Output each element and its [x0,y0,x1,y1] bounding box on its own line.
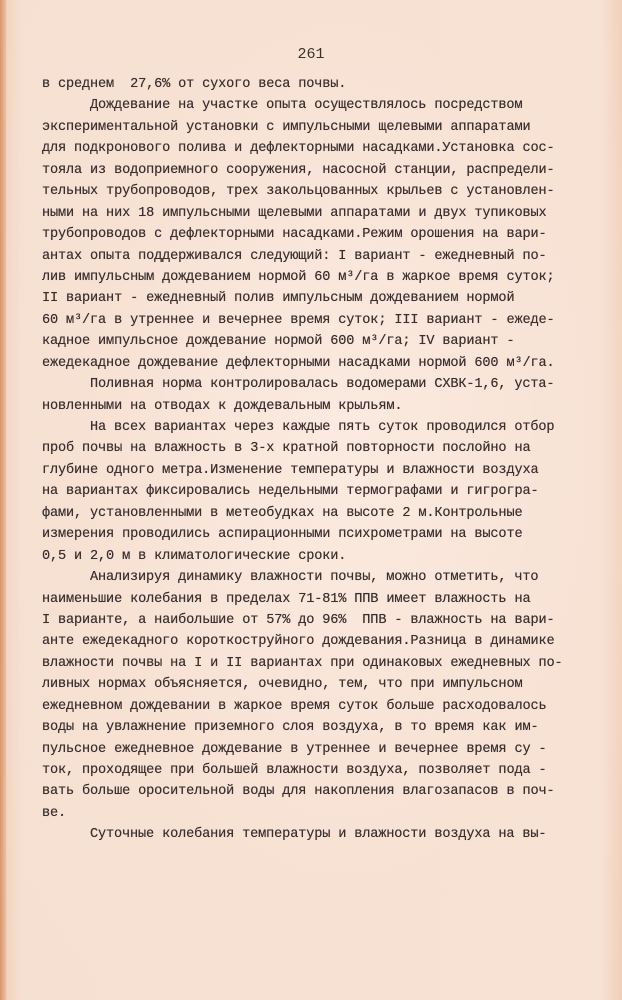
text-line: Поливная норма контролировалась водомерами СХВК-1,6, уста- [90,377,555,393]
text-line: антах опыта поддерживался следующий: I вариант - ежедневный по- [42,248,547,264]
text-line: II вариант - ежедневный полив импульсным дождеванием нормой [42,291,515,307]
text-line: ливных нормах объясняется, очевидно, тем, что при импульсном [42,677,523,693]
text-line: новленными на отводах к дождевальным крыльям. [42,398,403,414]
text-line: трубопроводов с дефлекторными насадками.Режим орошения на вари- [42,227,547,243]
text-line: 0,5 и 2,0 м в климатологические сроки. [42,548,347,564]
text-line: лив импульсным дождеванием нормой 60 м³/га в жаркое время суток; [42,269,555,285]
text-line: ежедневном дождевании в жаркое время суток больше расходовалось [42,698,547,714]
text-line: кадное импульсное дождевание нормой 600 м³/га; IV вариант - [42,334,515,350]
text-line: ежедекадное дождевание дефлекторными насадками нормой 600 м³/га. [42,355,555,371]
page-number: 261 [297,46,325,63]
text-line: I варианте, а наибольшие от 57% до 96% ППВ - влажность на вари- [42,612,555,628]
text-line: ве. [42,805,67,821]
text-line: на вариантах фиксировались недельными термографами и гигрогра- [42,484,539,500]
text-line: тояла из водоприемного сооружения, насосной станции, распредели- [42,162,555,178]
text-line: измерения проводились аспирационными психрометрами на высоте [42,527,523,543]
page-edge [0,0,6,1000]
text-line: в среднем 27,6% от сухого веса почвы. [42,77,347,92]
text-line: 60 м³/га в утреннее и вечернее время суток; III вариант - ежеде- [42,312,555,328]
text-line: Суточные колебания температуры и влажности воздуха на вы- [90,827,547,843]
text-line: пульсное ежедневное дождевание в утреннее и вечернее время су - [42,741,547,757]
text-line: Дождевание на участке опыта осуществлялось посредством [90,98,523,114]
text-line: На всех вариантах через каждые пять суток проводился отбор [90,420,555,435]
text-line: экспериментальной установки с импульсными щелевыми аппаратами [42,119,531,135]
text-line: анте ежедекадного короткоструйного дождевания.Разница в динамике [42,634,555,650]
text-line: наименьшие колебания в пределах 71-81% ППВ имеет влажность на [42,591,531,607]
text-line: влажности почвы на I и II вариантах при одинаковых ежедневных по- [42,655,563,671]
text-line: глубине одного метра.Изменение температуры и влажности воздуха [42,462,539,478]
text-line: для подкронового полива и дефлекторными насадками.Установка сос- [42,141,555,157]
text-line: вать больше оросительной воды для накопления влагозапасов в поч- [42,784,555,800]
body-text [42,74,602,846]
text-line: ными на них 18 импульсными щелевыми аппаратами и двух тупиковых [42,205,547,221]
text-line: воды на увлажнение приземного слоя воздуха, в то время как им- [42,720,539,736]
text-line: ток, проходящее при большей влажности воздуха, позволяет пода - [42,763,547,778]
text-line: фами, установленными в метеобудках на высоте 2 м.Контрольные [42,505,523,521]
text-line: Анализируя динамику влажности почвы, можно отметить, что [90,570,539,586]
text-line: проб почвы на влажность в 3-х кратной повторности послойно на [42,441,531,457]
text-line: тельных трубопроводов, трех закольцованных крыльев с установлен- [42,184,555,200]
